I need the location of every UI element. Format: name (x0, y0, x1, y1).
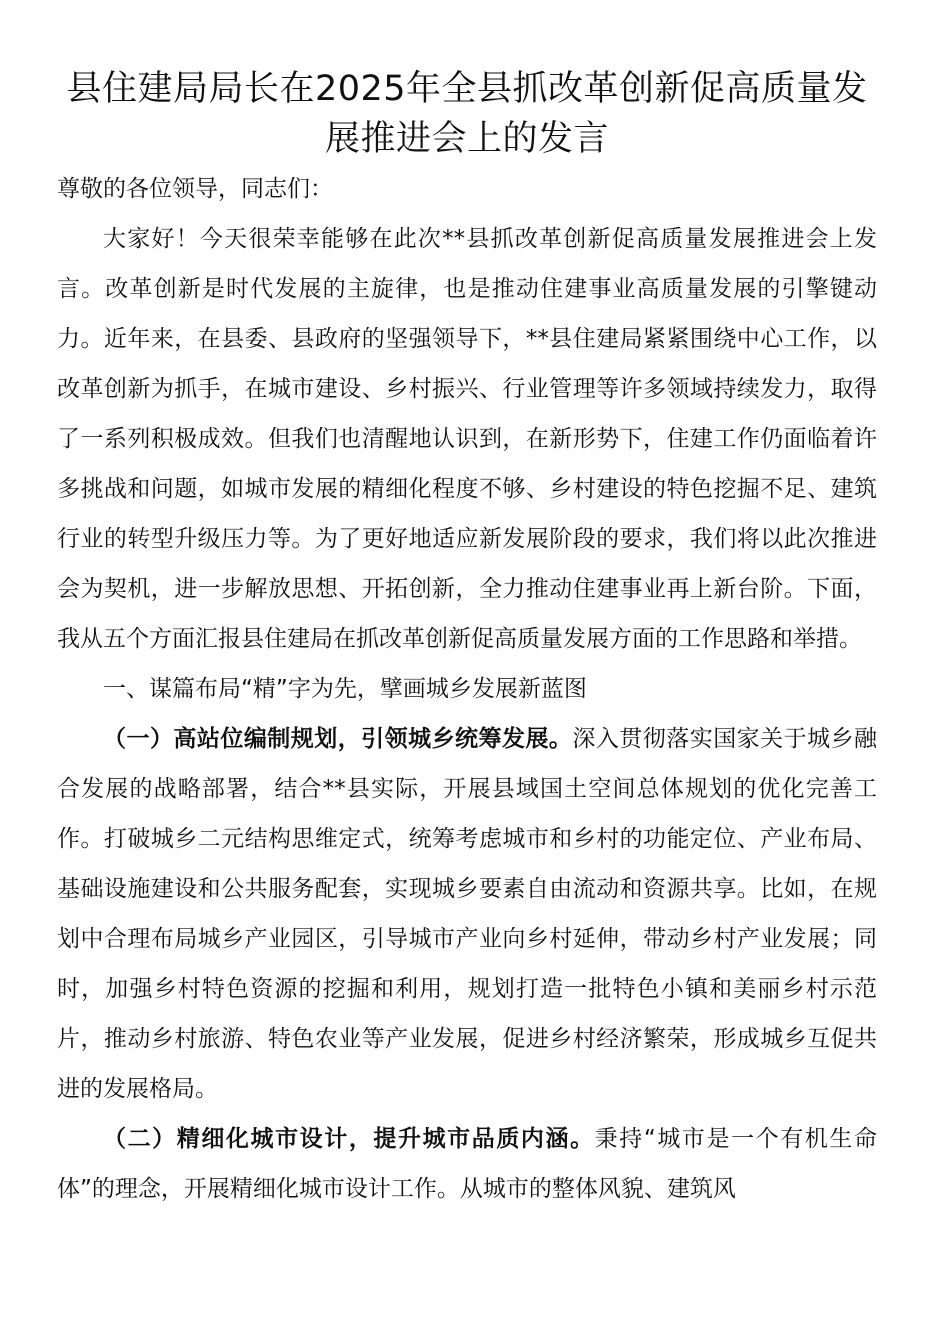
item-1-body: 深入贯彻落实国家关于城乡融合发展的战略部署，结合**县实际，开展县域国土空间总体规划的优化完善工作。打破城乡二元结构思维定式，统筹考虑城市和乡村的功能定位、产业布局、基础设施建设和公共服务配套，实现城乡要素自由流动和资源共享。比如，在规划中合理布局城乡产业园区，引导城市产业向乡村延伸，带动乡村产业发展；同时，加强乡村特色资源的挖掘和利用，规划打造一批特色小镇和美丽乡村示范片，推动乡村旅游、特色农业等产业发展，促进乡村经济繁荣，形成城乡互促共进的发展格局。 (57, 726, 877, 1102)
item-1-paragraph (57, 714, 877, 1114)
salutation: 尊敬的各位领导，同志们： (57, 176, 333, 202)
item-1-lead: （一）高站位编制规划，引领城乡统筹发展。 (103, 726, 573, 752)
item-2-lead: （二）精细化城市设计，提升城市品质内涵。 (103, 1126, 595, 1152)
section-1-heading: 一、谋篇布局“精”字为先，擘画城乡发展新蓝图 (103, 676, 587, 702)
document-title: 县住建局局长在2025年全县抓改革创新促高质量发展推进会上的发言 (66, 69, 868, 159)
item-2-paragraph (57, 1114, 877, 1214)
intro-paragraph: 大家好！今天很荣幸能够在此次**县抓改革创新促高质量发展推进会上发言。改革创新是时代发展的主旋律，也是推动住建事业高质量发展的引擎键动力。近年来，在县委、县政府的坚强领导下，**县住建局紧紧围绕中心工作，以改革创新为抓手，在城市建设、乡村振兴、行业管理等许多领域持续发力，取得了一系列积极成效。但我们也清醒地认识到，在新形势下，住建工作仍面临着许多挑战和问题，如城市发展的精细化程度不够、乡村建设的特色挖掘不足、建筑行业的转型升级压力等。为了更好地适应新发展阶段的要求，我们将以此次推进会为契机，进一步解放思想、开拓创新，全力推动住建事业再上新台阶。下面，我从五个方面汇报县住建局在抓改革创新促高质量发展方面的工作思路和举措。 (57, 226, 877, 652)
item-2-body: 秉持“城市是一个有机生命体”的理念，开展精细化城市设计工作。从城市的整体风貌、建筑风 (57, 1126, 878, 1202)
document-page (57, 64, 877, 1214)
